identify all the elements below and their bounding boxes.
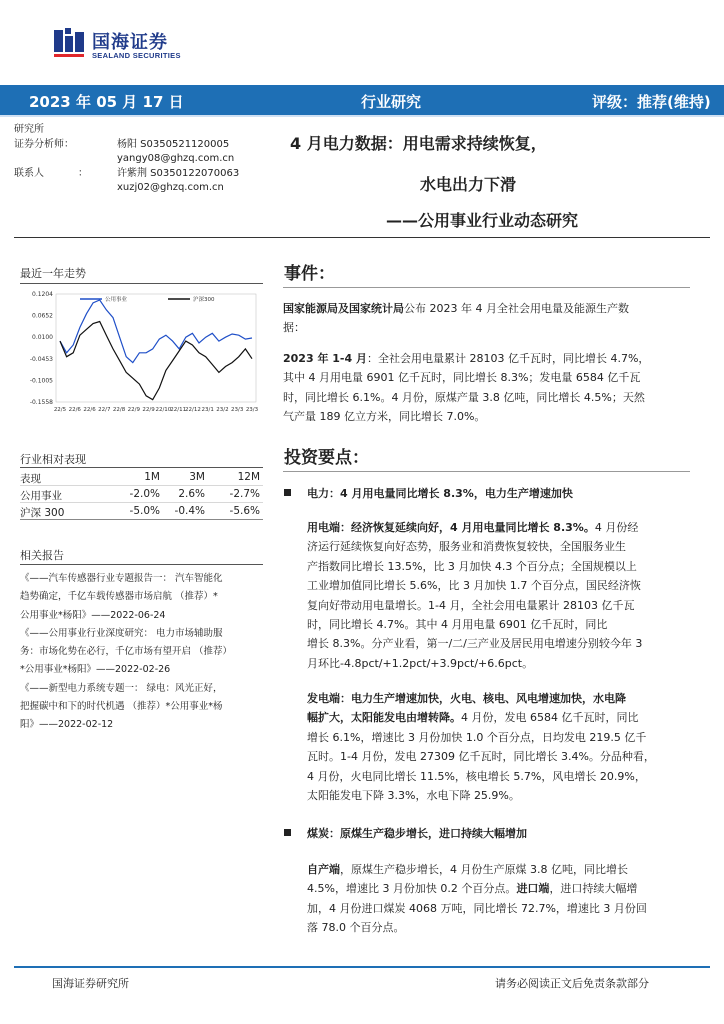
x-tick-label: 23/3 xyxy=(245,407,259,413)
contact-email-row xyxy=(14,181,274,196)
sealand-logo-icon xyxy=(52,26,86,60)
x-tick-label: 22/11 xyxy=(170,407,187,413)
report-link-line[interactable]: 《——新型电力系统专题一： 绿电：风光正好， xyxy=(20,682,223,694)
chart-frame xyxy=(56,294,256,402)
reports-divider xyxy=(20,564,263,565)
report-link-line[interactable]: 务：市场化势在必行，千亿市场有望开启 （推荐） xyxy=(20,646,233,658)
brand-name-en: SEALAND SECURITIES xyxy=(92,51,181,60)
report-title-line2: 水电出力下滑 xyxy=(420,175,517,194)
perf-row-hs300: 沪深 300 -5.0% -0.4% -5.6% xyxy=(20,503,263,520)
contact-email[interactable]: xuzj02@ghzq.com.cn xyxy=(117,182,224,193)
x-tick-label: 22/6 xyxy=(83,407,96,413)
analyst-email[interactable]: yangy08@ghzq.com.cn xyxy=(117,153,235,164)
report-link-line[interactable]: *公用事业*杨阳》——2022-02-26 xyxy=(20,664,171,676)
report-rating: 评级：推荐(维持) xyxy=(592,93,711,111)
footer-disclaimer[interactable]: 请务必阅读正文后免责条款部分 xyxy=(495,977,649,990)
report-link-line[interactable]: 《——公用事业行业深度研究： 电力市场辅助服 xyxy=(20,627,223,639)
x-tick-label: 23/3 xyxy=(231,407,244,413)
paragraph-coal: 自产端，原煤生产稳步增长，4 月份生产原煤 3.8 亿吨，同比增长 4.5%，增速比 3 月份加快 0.2 个百分点。进口端，进口持续大幅增 加，4 月份进口煤炭 4068 万吨，同比增长 72.7%，增速比 3 月份回 落 78.0 个百分点。 xyxy=(307,863,647,935)
x-tick-label: 22/5 xyxy=(53,407,67,413)
perf-table xyxy=(20,469,263,520)
x-tick-label: 22/8 xyxy=(112,407,126,413)
x-tick-label: 22/9 xyxy=(127,407,141,413)
analyst-email-row xyxy=(14,152,274,167)
paragraph-generation: 发电端：电力生产增速加快，火电、核电、风电增速加快，水电降 幅扩大，太阳能发电由增转降。4 月份，发电 6584 亿千瓦时，同比 增长 6.1%，增速比 3 月份加快 1.0 个百分点，日均发电 219.5 亿千 瓦时。1-4 月份，发电 27309 亿千瓦时，同比增长 3.4%。分品种看， 4 月份，火电同比增长 11.5%，核电增长 5.7%，风电增长 20.9%， 太阳能发电下降 3.3%，水电下降 25.9%。 xyxy=(307,692,655,803)
x-tick-label: 22/10 xyxy=(155,407,172,413)
perf-divider xyxy=(20,467,263,468)
x-tick-label: 22/7 xyxy=(98,407,111,413)
y-tick-label: 0.0652 xyxy=(32,312,53,320)
points-heading: 投资要点： xyxy=(284,448,369,468)
trend-heading: 最近一年走势 xyxy=(20,267,86,280)
report-link-line[interactable]: 《——汽车传感器行业专题报告一： 汽车智能化 xyxy=(20,573,223,584)
y-tick-label: 0.0100 xyxy=(32,334,53,342)
report-link-line[interactable]: 把握碳中和下的时代机遇 （推荐）*公用事业*杨 xyxy=(20,701,223,713)
x-tick-label: 22/12 xyxy=(184,407,201,413)
event-source: 国家能源局及国家统计局公布 2023 年 4 月全社会用电量及能源生产数 据： xyxy=(283,302,629,335)
y-tick-label: -0.0453 xyxy=(29,355,53,363)
paragraph-demand: 用电端：经济恢复延续向好，4 月用电量同比增长 8.3%。4 月份经 济运行延续恢复向好态势，服务业和消费恢复较快，全国服务业生 产指数同比增长 13.5%，比 3 月加快 4.3 个百分点；全国规模以上 工业增加值同比增长 5.6%，比 3 月加快 1.7 个百分点，国民经济恢 复向好带动用电量增长。1-4 月，全社会用电量累计 28103 亿千瓦 时，同比增长 4.7%。其中 4 月用电量 6901 亿千瓦时，同比 增长 8.3%。分产业看，第一/二/三产业及居民用电增速分别较今年 3 月环比-4.8pct/+1.2pct/+3.9pct/+6.6pct。 xyxy=(307,521,643,670)
perf-heading: 行业相对表现 xyxy=(20,453,86,466)
y-tick-label: -0.1005 xyxy=(29,377,53,385)
event-divider xyxy=(283,287,690,288)
contact-row: 联系人 ： 许紫荆 S0350122070063 xyxy=(14,167,240,179)
bullet-square-icon xyxy=(284,489,291,496)
x-tick-label: 22/9 xyxy=(142,407,155,413)
related-reports xyxy=(20,570,266,735)
analyst-info xyxy=(14,123,274,196)
company-logo xyxy=(52,24,192,68)
legend-label: 沪深300 xyxy=(193,297,215,303)
x-tick-label: 23/1 xyxy=(201,407,214,413)
x-tick-label: 22/6 xyxy=(68,407,81,413)
legend-label: 公用事业 xyxy=(105,297,128,303)
report-date: 2023 年 05 月 17 日 xyxy=(29,93,184,111)
report-link-line[interactable]: 公用事业*杨阳》——2022-06-24 xyxy=(20,609,166,621)
bullet-square-icon xyxy=(284,829,291,836)
analyst-row: 证券分析师： 杨阳 S0350521120005 xyxy=(14,138,230,150)
report-link-line[interactable]: 趋势确定，千亿车载传感器市场启航 （推荐）* xyxy=(20,591,218,603)
trend-divider xyxy=(20,283,263,284)
institute-label: 研究所 xyxy=(14,124,44,135)
title-divider xyxy=(14,237,710,238)
reports-heading: 相关报告 xyxy=(20,549,64,562)
bullet-coal: 煤炭：原煤生产稳步增长，进口持续大幅增加 xyxy=(284,825,527,841)
perf-header-row: 表现 1M 3M 12M xyxy=(20,469,263,486)
report-link-line[interactable]: 阳》——2022-02-12 xyxy=(20,719,114,731)
series-line-2 xyxy=(60,322,252,400)
report-title-line1: 4 月电力数据：用电需求持续恢复， xyxy=(290,134,547,153)
series-line-1 xyxy=(60,300,252,363)
x-tick-label: 23/2 xyxy=(216,407,229,413)
footer-divider xyxy=(14,966,710,968)
brand-name-cn: 国海证券 xyxy=(92,32,168,53)
perf-row-utilities: 公用事业 -2.0% 2.6% -2.7% xyxy=(20,486,263,503)
y-tick-label: -0.1558 xyxy=(29,399,53,406)
y-tick-label: 0.1204 xyxy=(32,291,53,298)
report-subtitle: ——公用事业行业动态研究 xyxy=(386,211,579,230)
points-divider xyxy=(283,471,690,472)
header-banner xyxy=(0,85,724,117)
bullet-electricity: 电力：4 月用电量同比增长 8.3%，电力生产增速加快 xyxy=(284,485,573,501)
event-heading: 事件： xyxy=(284,264,335,284)
report-category: 行业研究 xyxy=(361,93,422,111)
footer-left: 国海证券研究所 xyxy=(52,977,129,990)
event-stats: 2023 年 1-4 月：全社会用电量累计 28103 亿千瓦时，同比增长 4.7%， 其中 4 月用电量 6901 亿千瓦时，同比增长 8.3%；发电量 6584 亿千瓦 时，同比增长 6.1%。4 月份，原煤产量 3.8 亿吨，同比增长 4.5%；天然 气产量 189 亿立方米，同比增长 7.0%。 xyxy=(283,352,650,424)
trend-chart xyxy=(20,288,260,418)
